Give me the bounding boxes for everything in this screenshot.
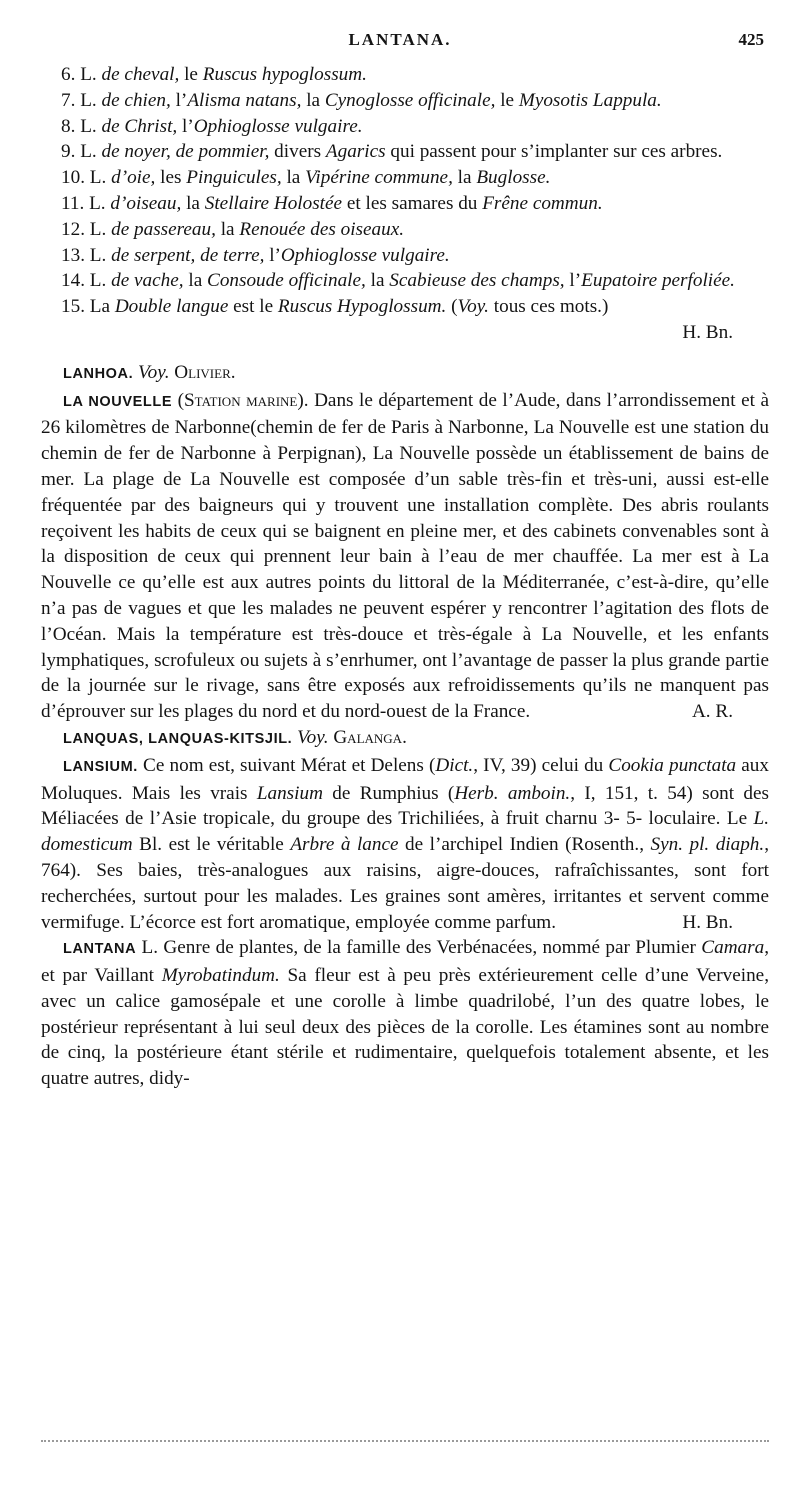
bottom-dotted-rule [41,1440,769,1442]
sublist-item-9: 9. L. de noyer, de pommier, divers Agarics qui passent pour s’implanter sur ces arbres. [61,141,723,163]
author-signature: H. Bn. [682,911,733,933]
author-signature: H. Bn. [682,321,733,343]
cross-reference: Olivier. [174,361,236,383]
sublist-item-6: 6. L. de cheval, le Ruscus hypoglossum. [61,64,367,85]
entry-headword: LANSIUM. [63,758,138,775]
sublist-item-14: 14. L. de vache, la Consoude officinale, la Scabieuse des champs, l’Eupatoire perfoliée. [61,270,735,292]
entry-headword: LANTANA [63,941,137,958]
entry-lanquas: LANQUAS, LANQUAS-KITSJIL. Voy. Galanga. [63,726,407,748]
sublist-item-8: 8. L. de Christ, l’Ophioglosse vulgaire. [61,115,363,137]
running-header [0,30,800,56]
author-signature: A. R. [691,701,733,723]
page-number: 425 [738,30,764,49]
sublist-item-12: 12. L. de passereau, la Renouée des oiseaux. [61,218,405,240]
entry-headword: LANHOA. [63,365,134,382]
running-title: LANTANA. [348,30,452,49]
sublist-item-11: 11. L. d’oiseau, la Stellaire Holostée et les samares du Frêne commun. [61,192,603,214]
entry-la-nouvelle: LA NOUVELLE (Station marine). Dans le département de l’Aude, dans l’arrondissement et à 26 kilomètres de Narbonne(chemin de fer de Paris à Narbonne, La Nouvelle est une station du chemin de fer de Narbonne à Perpignan), La Nouvelle possède un établissement de bains de mer. La plage de La Nouvelle est composée d’un sable très-fin et très-uni, aussi est-elle fréquentée par des baigneurs qui y trouvent une installation complète. Des abris roulants reçoivent les habits de ceux qui se baignent en pleine mer, et des cabinets convenables sont à la disposition de ceux qui prennent leur bain à l’eau de mer chauffée. La mer est à La Nouvelle ce qu’elle est aux autres points du littoral de la Méditerranée, c’est-à-dire, qu’elle n’a pas de vagues et que les malades ne peuvent espérer y rencontrer l’agitation des flots de l’Océan. Mais la température est très-douce et très-égale à La Nouvelle, et les enfants lymphatiques, scrofuleux ou sujets à s’enrhumer, ont l’avantage de passer la plus grande partie de la journée sur le rivage, sans être exposés aux refroidissements qu’ils ne manquent pas d’éprouver sur les plages du nord et du nord-ouest de la France. A. R. [41,388,769,725]
cross-reference: Galanga. [333,726,407,748]
entry-headword: LANQUAS, LANQUAS-KITSJIL. [63,730,293,747]
sublist-item-15: 15. La Double langue est le Ruscus Hypoglossum. (Voy. tous ces mots.) [61,296,609,318]
page-body [41,62,769,1092]
sublist-item-10: 10. L. d’oie, les Pinguicules, la Vipérine commune, la Buglosse. [61,167,551,189]
entry-lanhoa: LANHOA. Voy. Olivier. [63,361,236,383]
sublist-item-13: 13. L. de serpent, de terre, l’Ophioglosse vulgaire. [61,244,450,266]
entry-headword: LA NOUVELLE [63,393,173,410]
entry-lansium: LANSIUM. Ce nom est, suivant Mérat et Delens (Dict., IV, 39) celui du Cookia punctata aux Moluques. Mais les vrais Lansium de Rumphius (Herb. amboin., I, 151, t. 54) sont des Méliacées de l’Asie tropicale, du groupe des Trichiliées, à fruit charnu 3- 5- loculaire. Le L. domesticum Bl. est le véritable Arbre à lance de l’archipel Indien (Rosenth., Syn. pl. diaph., 764). Ses baies, très-analogues aux raisins, aigre-douces, rafraîchissantes, sont fort recherchées, surtout pour les malades. Les graines sont amères, irritantes et servent comme vermifuge. L’écorce est fort aromatique, employée comme parfum. H. Bn. [41,753,769,936]
entry-lantana: LANTANA L. Genre de plantes, de la famille des Verbénacées, nommé par Plumier Camara, et par Vaillant Myrobatindum. Sa fleur est à peu près extérieurement celle d’une Verveine, avec un calice gamosépale et une corolle à limbe quadrilobé, l’un des quatre lobes, le postérieur représentant à lui seul deux des pièces de la corolle. Les étamines sont au nombre de cinq, la postérieure étant stérile et rudimentaire, quelquefois totalement absente, et les quatre autres, didy- [41,937,769,1090]
sublist-item-7: 7. L. de chien, l’Alisma natans, la Cynoglosse officinale, le Myosotis Lappula. [61,89,662,111]
